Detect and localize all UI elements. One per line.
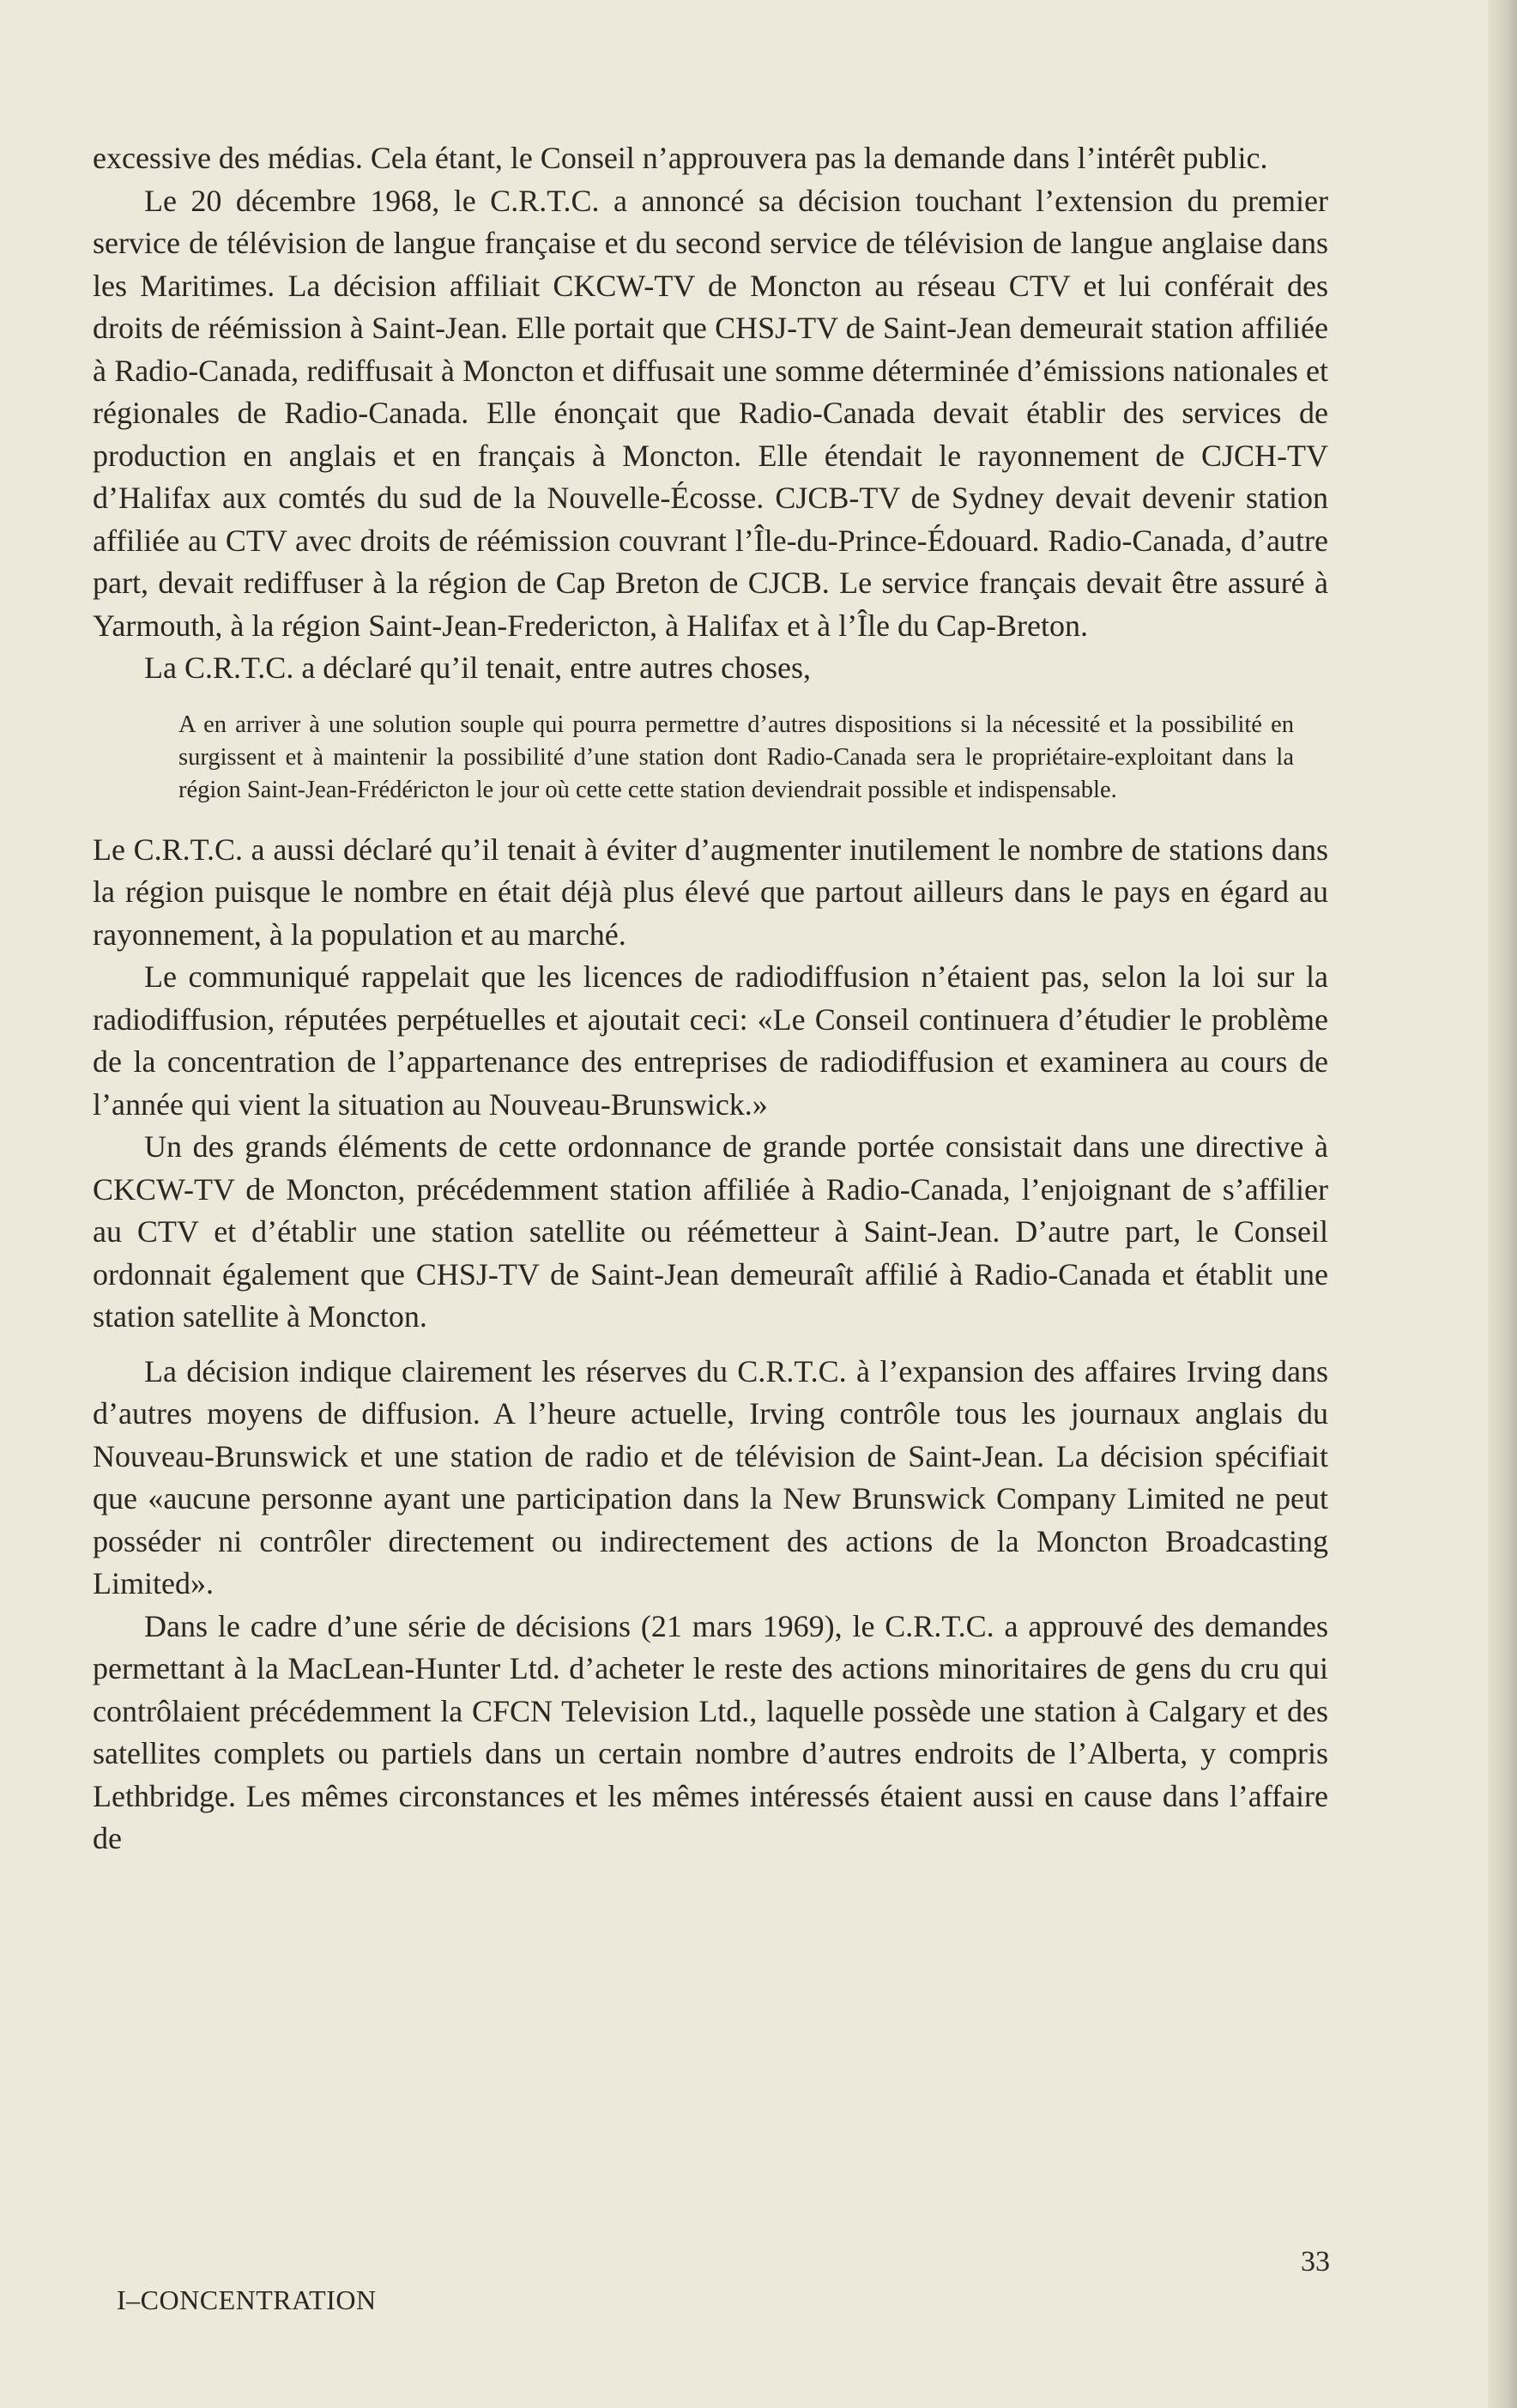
paragraph-4: Le C.R.T.C. a aussi déclaré qu’il tenait à éviter d’augmenter inutilement le nombre de stations dans la région puisque le nombre en était déjà plus élevé que partout ailleurs dans le pays en égard au rayonnement, à la population et au marché. (93, 832, 1328, 952)
block-quote: A en arriver à une solution souple qui pourra permettre d’autres dispositions si la nécessité et la possibilité en surgissent et à maintenir la possibilité d’une station dont Radio-Canada sera le propriétaire-exploitant dans la région Saint-Jean-Frédéricton le jour où cette cette station deviendrait possible et indispensable. (178, 711, 1294, 803)
paragraph-1: excessive des médias. Cela étant, le Conseil n’approuvera pas la demande dans l’intérêt public. (93, 141, 1268, 175)
running-footer: I–CONCENTRATION (117, 2284, 377, 2315)
paragraph-7: La décision indique clairement les réserves du C.R.T.C. à l’expansion des affaires Irving dans d’autres moyens de diffusion. A l’heure actuelle, Irving contrôle tous les journaux anglais du Nouveau-Brunswick et une station de radio et de télévision de Saint-Jean. La décision spécifiait que «aucune personne ayant une participation dans la New Brunswick Company Limited ne peut posséder ni contrôler directement ou indirectement des actions de la Moncton Broadcasting Limited». (93, 1353, 1328, 1600)
page-edge-shadow (1488, 0, 1517, 2408)
paragraph-6: Un des grands éléments de cette ordonnance de grande portée consistait dans une directive à CKCW-TV de Moncton, précédemment station affiliée à Radio-Canada, l’enjoignant de s’affilier au CTV et d’établir une station satellite ou réémetteur à Saint-Jean. D’autre part, le Conseil ordonnait également que CHSJ-TV de Saint-Jean demeuraît affilié à Radio-Canada et établit une station satellite à Moncton. (93, 1129, 1328, 1334)
paragraph-3-intro: La C.R.T.C. a déclaré qu’il tenait, entre autres choses, (144, 650, 812, 685)
page-number: 33 (1301, 2246, 1330, 2278)
paragraph-5: Le communiqué rappelait que les licences de radiodiffusion n’étaient pas, selon la loi sur la radiodiffusion, réputées perpétuelles et ajoutait ceci: «Le Conseil continuera d’étudier le problème de la concentration de l’appartenance des entreprises de radiodiffusion et examinera au cours de l’année qui vient la situation au Nouveau-Brunswick.» (93, 959, 1328, 1122)
paragraph-8: Dans le cadre d’une série de décisions (21 mars 1969), le C.R.T.C. a approuvé des demandes permettant à la MacLean-Hunter Ltd. d’acheter le reste des actions minoritaires de gens du cru qui contrôlaient précédemment la CFCN Television Ltd., laquelle possède une station à Calgary et des satellites complets ou partiels dans un certain nombre d’autres endroits de l’Alberta, y compris Lethbridge. Les mêmes circonstances et les mêmes intéressés étaient aussi en cause dans l’affaire de (93, 1608, 1328, 1855)
body-text (93, 137, 1328, 1860)
paragraph-2: Le 20 décembre 1968, le C.R.T.C. a annoncé sa décision touchant l’extension du premier service de télévision de langue française et du second service de télévision de langue anglaise dans les Maritimes. La décision affiliait CKCW-TV de Moncton au réseau CTV et lui conférait des droits de réémission à Saint-Jean. Elle portait que CHSJ-TV de Saint-Jean demeurait station affiliée à Radio-Canada, rediffusait à Moncton et diffusait une somme déterminée d’émissions nationales et régionales de Radio-Canada. Elle énonçait que Radio-Canada devait établir des services de production en anglais et en français à Moncton. Elle étendait le rayonnement de CJCH-TV d’Halifax aux comtés du sud de la Nouvelle-Écosse. CJCB-TV de Sydney devait devenir station affiliée au CTV avec droits de réémission couvrant l’Île-du-Prince-Édouard. Radio-Canada, d’autre part, devait rediffuser à la région de Cap Breton de CJCB. Le service français devait être assuré à Yarmouth, à la région Saint-Jean-Fredericton, à Halifax et à l’Île du Cap-Breton. (93, 183, 1328, 643)
